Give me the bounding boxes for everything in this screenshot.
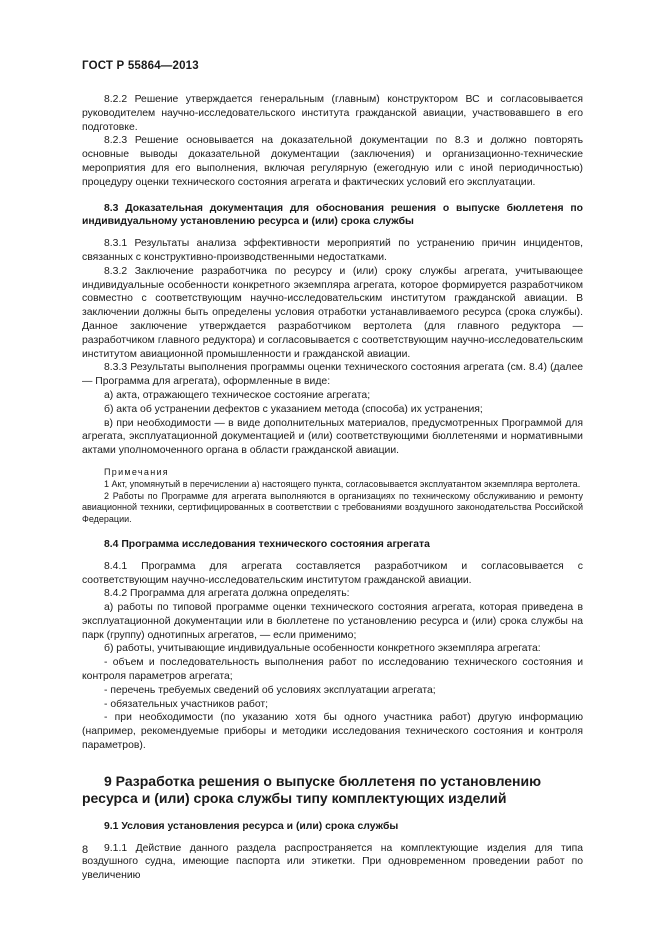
section-9-heading: 9 Разработка решения о выпуске бюллетеня по установлению ресурса и (или) срока службы типу комплектующих изделий <box>82 772 542 807</box>
paragraph-8-3-1: 8.3.1 Результаты анализа эффективности мероприятий по устранению причин инцидентов, связанных с конструктивно-производственными недостатками. <box>82 238 583 263</box>
paragraph-8-2-3: 8.2.3 Решение основывается на доказательной документации по 8.3 и должно повторять основные выводы доказательной документации (заключения) и организационно-технические мероприятия для его выполнения, включая регулярную (ежегодную или с иной периодичностью) процедуру оценки технического состояния агрегата и фактических условий его эксплуатации. <box>82 135 583 188</box>
list-item-4b: б) работы, учитывающие индивидуальные особенности конкретного экземпляра агрегата: <box>104 643 541 655</box>
note-2: 2 Работы по Программе для агрегата выполняются в организациях по техническому обслуживанию и ремонту авиационной техники, сертифицированных в соответствии с требованиями воздушного законодательства Российской Федерации. <box>82 490 583 525</box>
dash-item-2: - перечень требуемых сведений об условиях эксплуатации агрегата; <box>104 684 436 696</box>
dash-item-1: - объем и последовательность выполнения работ по исследованию технического состояния и контроля параметров агрегата; <box>82 657 583 683</box>
page-number: 8 <box>82 844 89 856</box>
document-id-header: ГОСТ Р 55864—2013 <box>82 60 199 72</box>
paragraph-8-4-2: 8.4.2 Программа для агрегата должна определять: <box>104 588 350 600</box>
heading-9-1: 9.1 Условия установления ресурса и (или) срока службы <box>104 820 399 832</box>
dash-item-4: - при необходимости (по указанию хотя бы одного участника работ) другую информацию (например, рекомендуемые приборы и методики исследования технического состояния и контроля параметров). <box>82 712 583 752</box>
list-item-4a: а) работы по типовой программе оценки технического состояния агрегата, которая приведена в эксплуатационной документации или в бюллетене по установлению ресурса и (или) срока службы на парк (группу) однотипных агрегатов, — если применимо; <box>82 602 583 641</box>
heading-8-4: 8.4 Программа исследования технического состояния агрегата <box>104 538 430 550</box>
paragraph-8-4-1: 8.4.1 Программа для агрегата составляется разработчиком и согласовывается с соответствующим научно-исследовательским институтом гражданской авиации. <box>82 560 583 586</box>
list-item-v: в) при необходимости — в виде дополнительных материалов, предусмотренных Программой для агрегата, эксплуатационной документацией и (или) соответствующими бюллетенями и нормативными актами уполномоченного органа в области гражданской авиации. <box>82 417 583 457</box>
list-item-b: б) акта об устранении дефектов с указанием метода (способа) их устранения; <box>104 403 483 415</box>
notes-block <box>82 467 583 526</box>
note-1: 1 Акт, упомянутый в перечислении а) настоящего пункта, согласовывается эксплуатантом экземпляра вертолета. <box>104 478 581 489</box>
dash-item-3: - обязательных участников работ; <box>104 698 269 710</box>
paragraph-9-1-1: 9.1.1 Действие данного раздела распространяется на комплектующие изделия для типа воздушного судна, имеющие паспорта или этикетки. При одновременном проведении работ по увеличению <box>82 842 583 882</box>
document-body <box>82 93 583 883</box>
paragraph-8-3-2: 8.3.2 Заключение разработчика по ресурсу и (или) сроку службы агрегата, учитывающее индивидуальные особенности конкретного экземпляра агрегата, которое формируется разработчиком совместно с соответствующим научно-исследовательским институтом гражданской авиации. В заключении должны быть определены условия отработки устанавливаемого ресурса (срока службы). Данное заключение утверждается разработчиком вертолета (для главного редуктора — разработчиком главного редуктора) и согласовывается с соответствующим научно-исследовательским институтом авиационной промышленности и гражданской авиации. <box>82 265 583 360</box>
list-item-a: а) акта, отражающего техническое состояние агрегата; <box>104 389 371 401</box>
heading-8-3: 8.3 Доказательная документация для обоснования решения о выпуске бюллетеня по индивидуальному установлению ресурса и (или) срока службы <box>82 202 583 228</box>
notes-title: Примечания <box>104 466 169 477</box>
paragraph-8-3-3: 8.3.3 Результаты выполнения программы оценки технического состояния агрегата (см. 8.4) (далее — Программа для агрегата), оформленные в виде: <box>82 362 583 388</box>
paragraph-8-2-2: 8.2.2 Решение утверждается генеральным (главным) конструктором ВС и согласовывается руководителем научно-исследовательского института гражданской авиации, участвовавшего в его подготовке. <box>82 94 583 133</box>
